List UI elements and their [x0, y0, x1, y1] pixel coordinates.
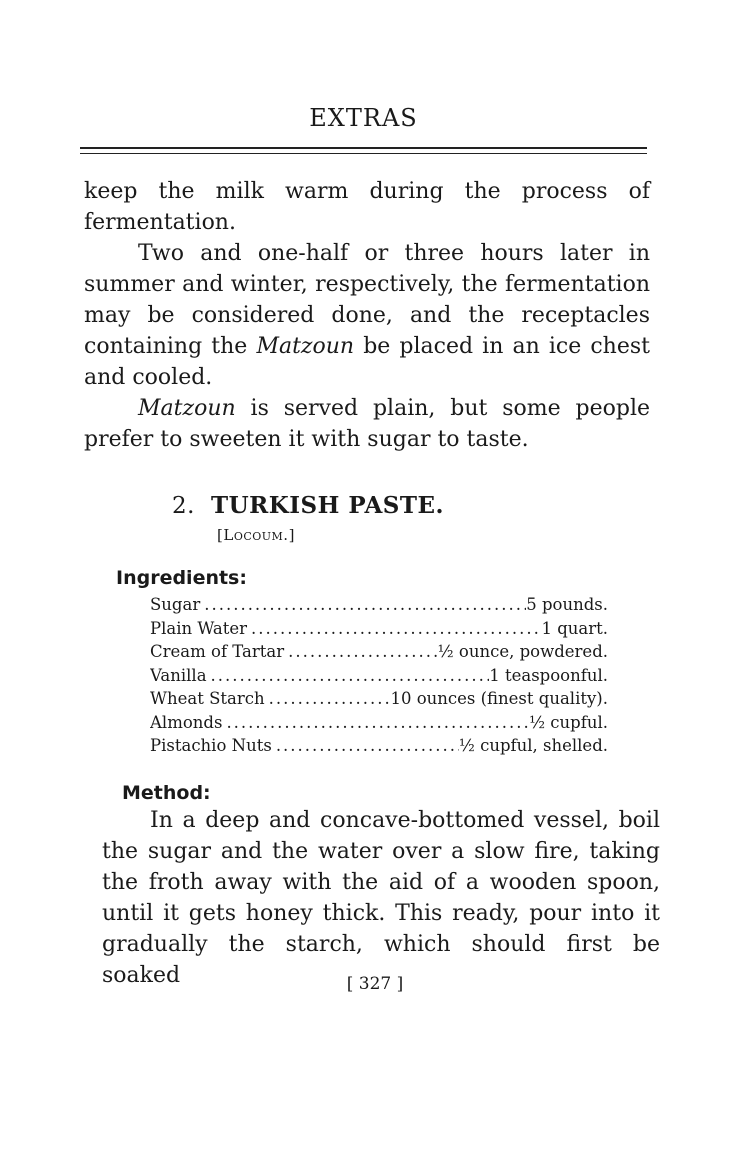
ingredient-quantity: ½ ounce, powdered. — [437, 642, 608, 661]
ingredient-quantity: 1 teaspoonful. — [489, 665, 608, 685]
leader-dots — [284, 640, 438, 664]
ingredient-name: Wheat Starch — [150, 689, 265, 708]
ingredient-row — [150, 640, 608, 664]
paragraph-1: keep the milk warm during the process of fermentation. — [84, 179, 650, 235]
ingredient-quantity: 1 quart. — [541, 618, 608, 638]
paragraph-2 — [84, 238, 650, 393]
matzoun-italic: Matzoun — [138, 396, 236, 421]
leader-dots — [222, 711, 529, 735]
ingredient-quantity: 10 ounces (finest quality). — [390, 689, 608, 708]
ingredient-row — [150, 617, 608, 641]
recipe-subtitle — [217, 526, 295, 544]
leader-dots — [265, 687, 391, 711]
header-rule-thick — [80, 147, 647, 149]
header-rule-thin — [80, 153, 647, 154]
running-header: EXTRAS — [309, 104, 418, 132]
ingredient-quantity: ½ cupful, shelled. — [458, 736, 608, 755]
ingredient-quantity: 5 pounds. — [526, 595, 608, 614]
recipe-subtitle-text: [Locoum.] — [217, 526, 295, 544]
method-label: Method: — [122, 782, 211, 804]
ingredient-name: Cream of Tartar — [150, 642, 285, 661]
ingredient-name: Pistachio Nuts — [150, 736, 272, 755]
recipe-title: TURKISH PASTE. — [210, 492, 445, 519]
ingredient-name: Plain Water — [150, 618, 248, 638]
leader-dots — [272, 734, 459, 758]
method-paragraph: In a deep and concave-bottomed vessel, boil the sugar and the water over a slow fire, taking the froth away with the aid of a wooden spoon, until it gets honey thick. This ready, pour into it gradually the starch, which should first be soaked — [102, 808, 660, 988]
ingredient-row — [150, 687, 608, 711]
leader-dots — [207, 664, 490, 688]
matzoun-italic: Matzoun — [256, 334, 355, 359]
paragraph-3-end: is served plain, but some people prefer to sweeten it with sugar to taste. — [84, 396, 650, 452]
paragraph-2-start: Two and one-half or three hours later in summer and winter, respectively, the fermentation may be considered done, and the receptacles containing the — [84, 241, 650, 359]
ingredient-quantity: ½ cupful. — [529, 712, 608, 732]
page-number: [ 327 ] — [346, 974, 404, 994]
continuation-text — [84, 176, 650, 455]
ingredients-list — [150, 593, 608, 758]
method-text — [102, 805, 660, 991]
leader-dots — [247, 617, 541, 641]
ingredient-row — [150, 734, 608, 758]
ingredient-name: Almonds — [150, 712, 223, 732]
ingredient-row — [150, 711, 608, 735]
ingredient-row — [150, 593, 608, 617]
ingredient-name: Sugar — [150, 595, 201, 614]
ingredient-name: Vanilla — [150, 665, 207, 685]
recipe-heading — [172, 492, 444, 519]
paragraph-2-end: be placed in an ice chest and cooled. — [84, 334, 651, 390]
paragraph-3 — [84, 393, 650, 455]
recipe-number: 2. — [172, 493, 195, 519]
ingredients-label: Ingredients: — [116, 567, 247, 589]
ingredient-row — [150, 664, 608, 688]
leader-dots — [200, 593, 526, 617]
